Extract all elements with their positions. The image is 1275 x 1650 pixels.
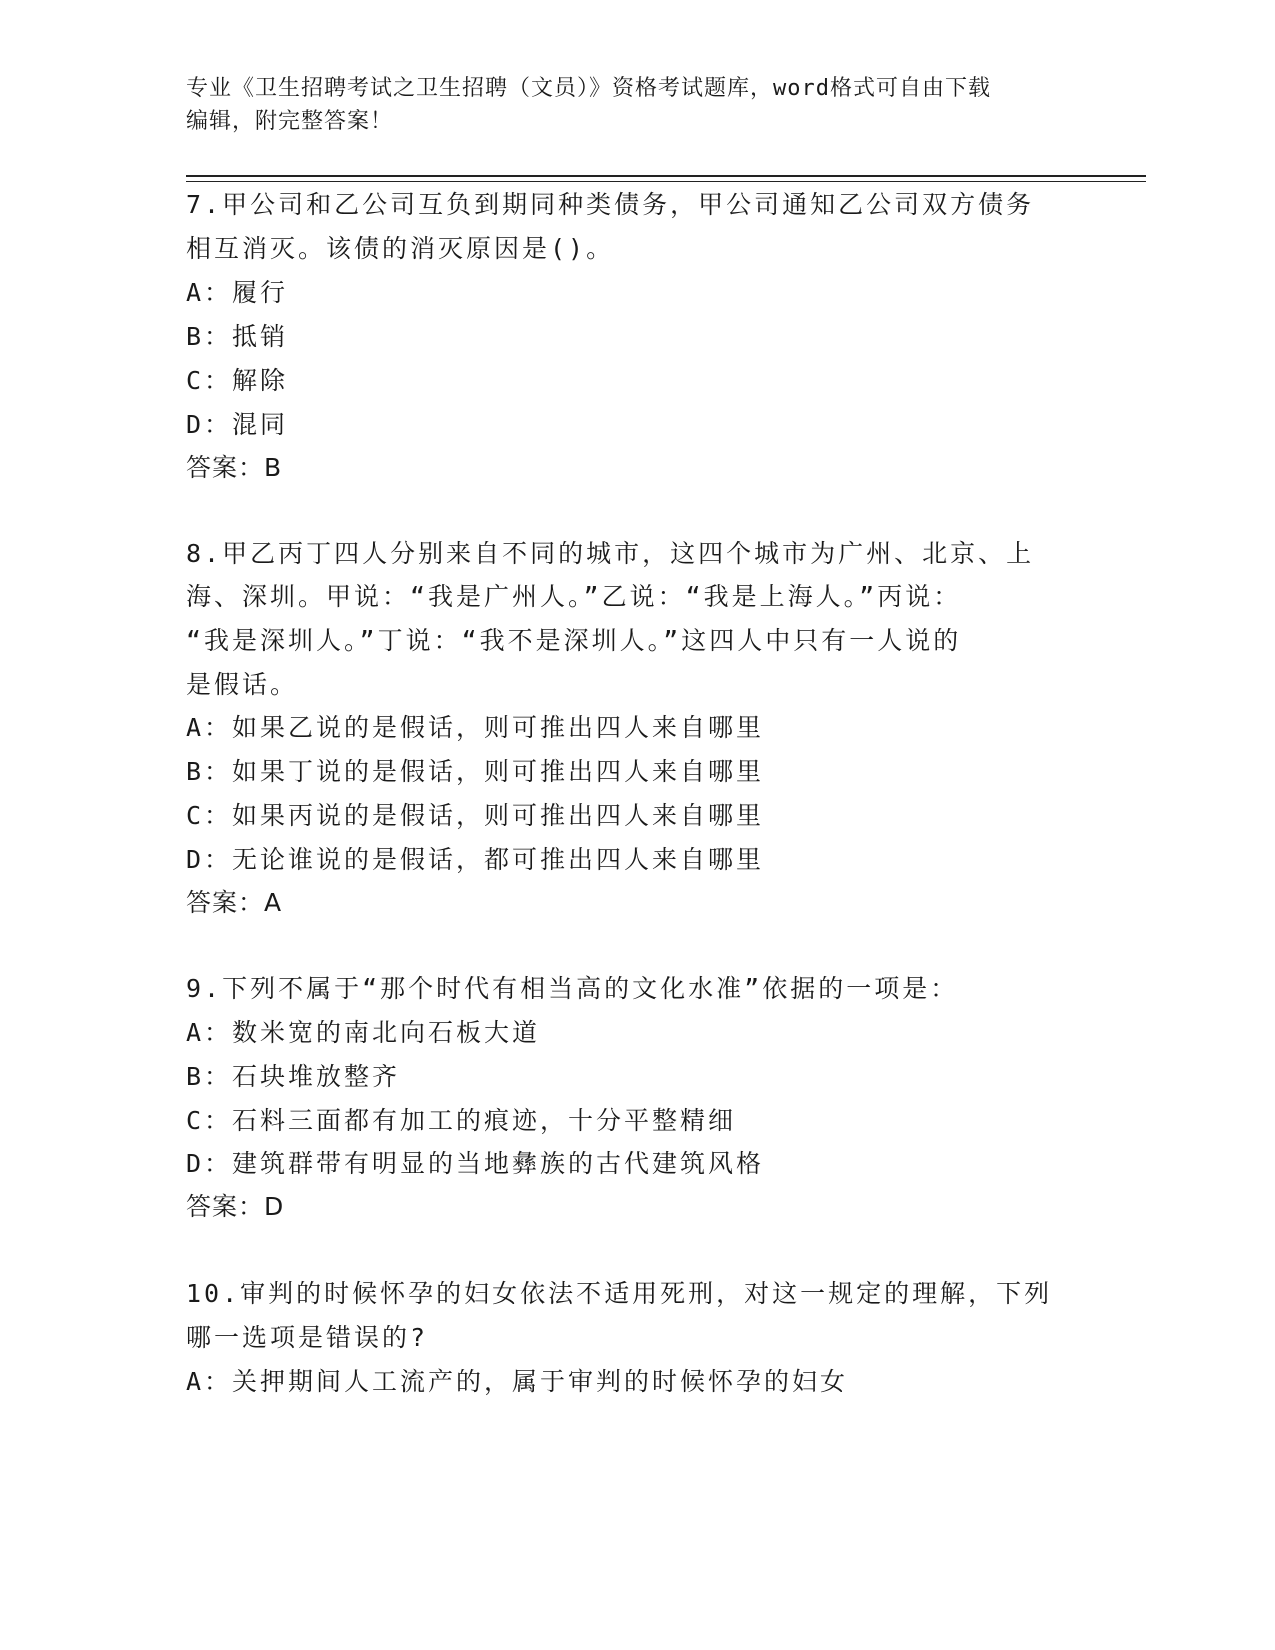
question-10-option-a: A：关押期间人工流产的，属于审判的时候怀孕的妇女 <box>186 1367 849 1396</box>
question-8-stem-line-2: 海、深圳。甲说：“我是广州人。”乙说：“我是上海人。”丙说： <box>186 582 962 611</box>
header-line-1: 专业《卫生招聘考试之卫生招聘（文员）》资格考试题库，word格式可自由下载 <box>186 76 991 101</box>
document-header <box>186 72 1066 138</box>
question-8-stem-line-1: 8.甲乙丙丁四人分别来自不同的城市，这四个城市为广州、北京、上 <box>186 539 1035 568</box>
question-7-option-d: D：混同 <box>186 410 289 439</box>
question-7-answer: 答案：B <box>186 453 283 482</box>
question-9-option-b: B：石块堆放整齐 <box>186 1062 401 1091</box>
question-7-stem-line-2: 相互消灭。该债的消灭原因是()。 <box>186 234 615 263</box>
question-8-stem-line-4: 是假话。 <box>186 670 299 699</box>
question-10-stem-line-2: 哪一选项是错误的? <box>186 1323 429 1352</box>
question-9-answer: 答案：D <box>186 1192 285 1221</box>
question-7-option-b: B：抵销 <box>186 322 289 351</box>
question-8-stem-line-3: “我是深圳人。”丁说：“我不是深圳人。”这四人中只有一人说的 <box>186 626 962 655</box>
question-8-option-b: B：如果丁说的是假话，则可推出四人来自哪里 <box>186 757 765 786</box>
question-9-option-a: A：数米宽的南北向石板大道 <box>186 1018 541 1047</box>
question-7-stem-line-1: 7.甲公司和乙公司互负到期同种类债务，甲公司通知乙公司双方债务 <box>186 190 1035 219</box>
question-9-option-d: D：建筑群带有明显的当地彝族的古代建筑风格 <box>186 1149 765 1178</box>
question-7-option-a: A：履行 <box>186 278 289 307</box>
header-divider-thin <box>186 181 1146 182</box>
header-line-2: 编辑，附完整答案！ <box>186 109 394 134</box>
question-8-answer: 答案：A <box>186 888 283 917</box>
question-9-stem-line-1: 9.下列不属于“那个时代有相当高的文化水准”依据的一项是： <box>186 974 959 1003</box>
header-divider-thick <box>186 175 1146 177</box>
question-10-stem-line-1: 10.审判的时候怀孕的妇女依法不适用死刑，对这一规定的理解，下列 <box>186 1279 1053 1308</box>
question-9-option-c: C：石料三面都有加工的痕迹，十分平整精细 <box>186 1106 737 1135</box>
question-8-option-c: C：如果丙说的是假话，则可推出四人来自哪里 <box>186 801 765 830</box>
question-7-option-c: C：解除 <box>186 366 289 395</box>
question-8-option-a: A：如果乙说的是假话，则可推出四人来自哪里 <box>186 713 765 742</box>
question-8-option-d: D：无论谁说的是假话，都可推出四人来自哪里 <box>186 845 765 874</box>
